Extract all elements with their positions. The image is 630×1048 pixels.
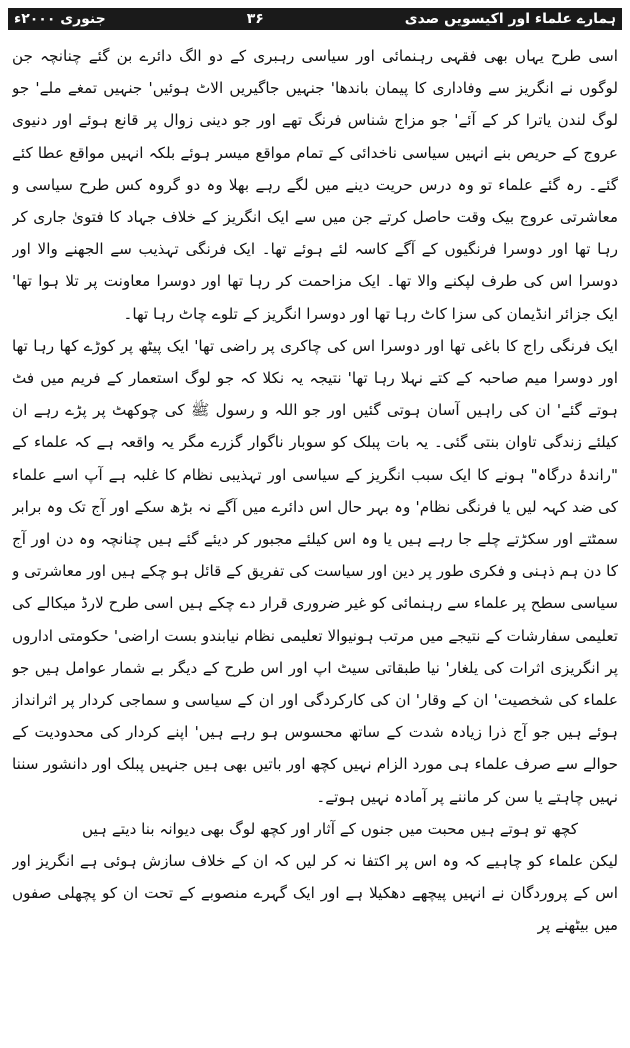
article-body xyxy=(12,40,618,1040)
poetry-couplet xyxy=(12,813,618,845)
issue-date: جنوری ۲۰۰۰ء xyxy=(14,11,106,27)
couplet-first-line: کچھ تو ہوتے ہیں محبت میں جنوں کے آثار xyxy=(314,819,578,838)
page-header xyxy=(8,8,622,30)
article-paragraph-2: ایک فرنگی راج کا باغی تھا اور دوسرا اس کی چاکری پر راضی تھا' ایک پیٹھ پر کوڑے کھا رہا تھا اور دوسرا میم صاحبہ کے کتے نہلا رہا تھا' نتیجہ یہ نکلا کہ جو لوگ استعمار کے فریم میں فٹ ہوتے گئے' ان کی راہیں آسان ہوتی گئیں اور جو اللہ و رسول ﷺ کی چوکھٹ پر پڑے رہے ان کیلئے زندگی تاوان بنتی گئی۔ یہ بات پبلک کو سوبار ناگوار گزرے مگر یہ واقعہ ہے کہ علماء کے "راندۂ درگاہ" ہونے کا ایک سبب انگریز کے سیاسی اور تہذیبی نظام کا غلبہ ہے آپ اسے علماء کی ضد کہہ لیں یا فرنگی نظام' وہ بہر حال اس دائرے میں آگے نہ بڑھ سکے اور آج تک وہ برابر سمٹتے اور سکڑتے چلے جا رہے ہیں یا وہ اس کیلئے مجبور کر دیئے گئے ہیں چنانچہ وہ دن اور آج کا دن ہم ذہنی و فکری طور پر دین اور سیاست کی تفریق کے قائل ہو چکے ہیں اور معاشرتی و سیاسی سطح پر علماء سے رہنمائی کو غیر ضروری قرار دے چکے ہیں اسی طرح لارڈ میکالے کی تعلیمی سفارشات کے نتیجے میں مرتب ہونیوالا تعلیمی نظام نیابندو بست اراضی' حکومتی اداروں پر انگریزی اثرات کی یلغار' نیا طبقاتی سیٹ اپ اور اس طرح کے دیگر بے شمار عوامل ہیں جو علماء کی شخصیت' ان کے وقار' ان کی کارکردگی اور ان کے سیاسی و سماجی کردار پر اثرانداز ہوئے ہیں جو آج ذرا زیادہ شدت کے ساتھ محسوس ہو رہے ہیں' اپنے کردار کی محدودیت کے حوالے سے صرف علماء ہی مورد الزام نہیں کچھ اور باتیں بھی ہیں جنہیں پبلک اور دانشور سننا نہیں چاہتے یا سن کر ماننے پر آمادہ نہیں ہوتے۔ xyxy=(12,336,618,806)
page-number: ۳۶ xyxy=(246,11,264,27)
magazine-section-title: ہمارے علماء اور اکیسویں صدی xyxy=(404,11,616,27)
couplet-second-line: اور کچھ لوگ بھی دیوانہ بنا دیتے ہیں xyxy=(82,819,311,838)
article-paragraph-1: اسی طرح یہاں بھی فقہی رہنمائی اور سیاسی رہبری کے دو الگ دائرے بن گئے چنانچہ جن لوگوں نے انگریز سے وفاداری کا پیمان باندھا' جنہیں جاگیریں الاٹ ہوئیں' جنہیں تمغے ملے' جو لوگ لندن یاترا کر کے آئے' جو مزاج شناس فرنگ تھے اور جو دینی زوال پر قانع ہوئے اور دنیوی عروج کے حریص بنے انہیں سیاسی ناخدائی کے تمام مواقع میسر ہوئے بلکہ انہیں مواقع عطا کئے گئے۔ رہ گئے علماء تو وہ درس حریت دینے میں لگے رہے بھلا وہ دو گروہ کس طرح سیاسی و معاشرتی عروج بیک وقت حاصل کرتے جن میں سے ایک انگریز کے خلاف جہاد کا فتویٰ جاری کر رہا تھا اور دوسرا فرنگیوں کے آگے کاسہ لئے ہوئے تھا۔ ایک فرنگی تہذیب سے الجھنے والا اور دوسرا اس کی طرف لپکنے والا تھا۔ ایک مزاحمت کر رہا تھا اور دوسرا معاونت پر تلا ہوا تھا' ایک جزائر انڈیمان کی سزا کاٹ رہا تھا اور دوسرا انگریز کے تلوے چاٹ رہا تھا۔ xyxy=(12,47,618,323)
article-closing-paragraph: لیکن علماء کو چاہیے کہ وہ اس پر اکتفا نہ کر لیں کہ ان کے خلاف سازش ہوئی ہے انگریز اور اس کے پروردگان نے انہیں پیچھے دھکیلا ہے اور ایک گہرے منصوبے کے تحت ان کو پچھلی صفوں میں بیٹھنے پر xyxy=(12,852,618,935)
